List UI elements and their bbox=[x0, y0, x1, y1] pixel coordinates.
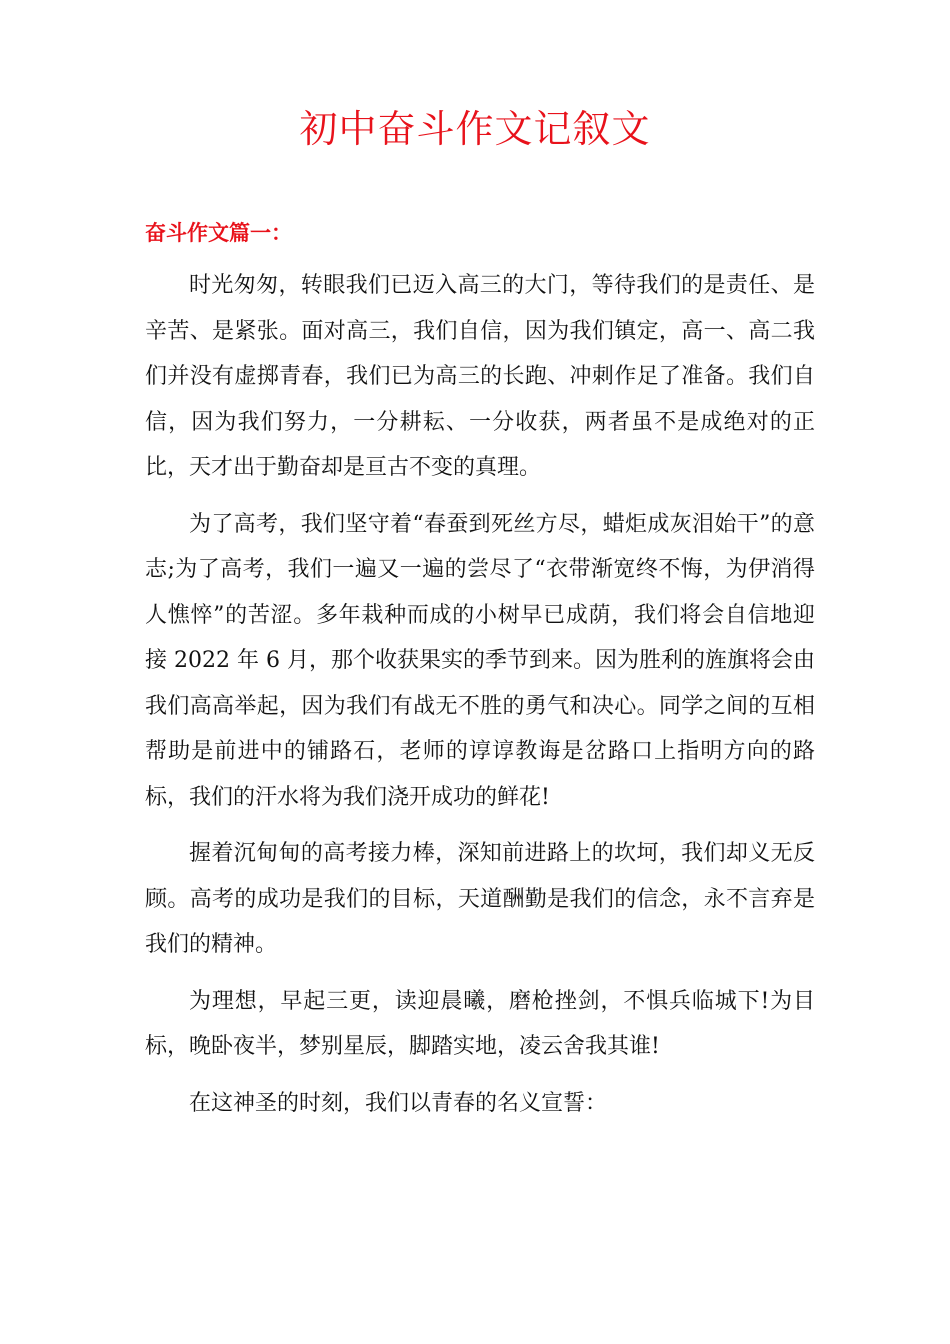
paragraph: 为了高考，我们坚守着“春蚕到死丝方尽，蜡炬成灰泪始干”的意志;为了高考，我们一遍又一遍的尝尽了“衣带渐宽终不悔，为伊消得人憔悴”的苦涩。多年栽种而成的小树早已成荫，我们将会自信地迎接 2022 年 6 月，那个收获果实的季节到来。因为胜利的旌旗将会由我们高高举起，因为我们有战无不胜的勇气和决心。同学之间的互相帮助是前进中的铺路石，老师的谆谆教诲是岔路口上指明方向的路标，我们的汗水将为我们浇开成功的鲜花! bbox=[145, 511, 815, 810]
section-heading: 奋斗作文篇一： bbox=[145, 221, 292, 245]
paragraph: 在这神圣的时刻，我们以青春的名义宣誓： bbox=[189, 1090, 608, 1116]
document-title: 初中奋斗作文记叙文 bbox=[299, 107, 651, 151]
paragraph: 握着沉甸甸的高考接力棒，深知前进路上的坎坷，我们却义无反顾。高考的成功是我们的目标，天道酬勤是我们的信念，永不言弃是我们的精神。 bbox=[145, 841, 815, 957]
paragraph: 为理想，早起三更，读迎晨曦，磨枪挫剑，不惧兵临城下!为目标，晚卧夜半，梦别星辰，脚踏实地，凌云舍我其谁! bbox=[145, 988, 815, 1059]
document-body bbox=[145, 263, 815, 1126]
paragraph: 时光匆匆，转眼我们已迈入高三的大门，等待我们的是责任、是辛苦、是紧张。面对高三，我们自信，因为我们镇定，高一、高二我们并没有虚掷青春，我们已为高三的长跑、冲刺作足了准备。我们自信，因为我们努力，一分耕耘、一分收获，两者虽不是成绝对的正比，天才出于勤奋却是亘古不变的真理。 bbox=[145, 273, 815, 480]
